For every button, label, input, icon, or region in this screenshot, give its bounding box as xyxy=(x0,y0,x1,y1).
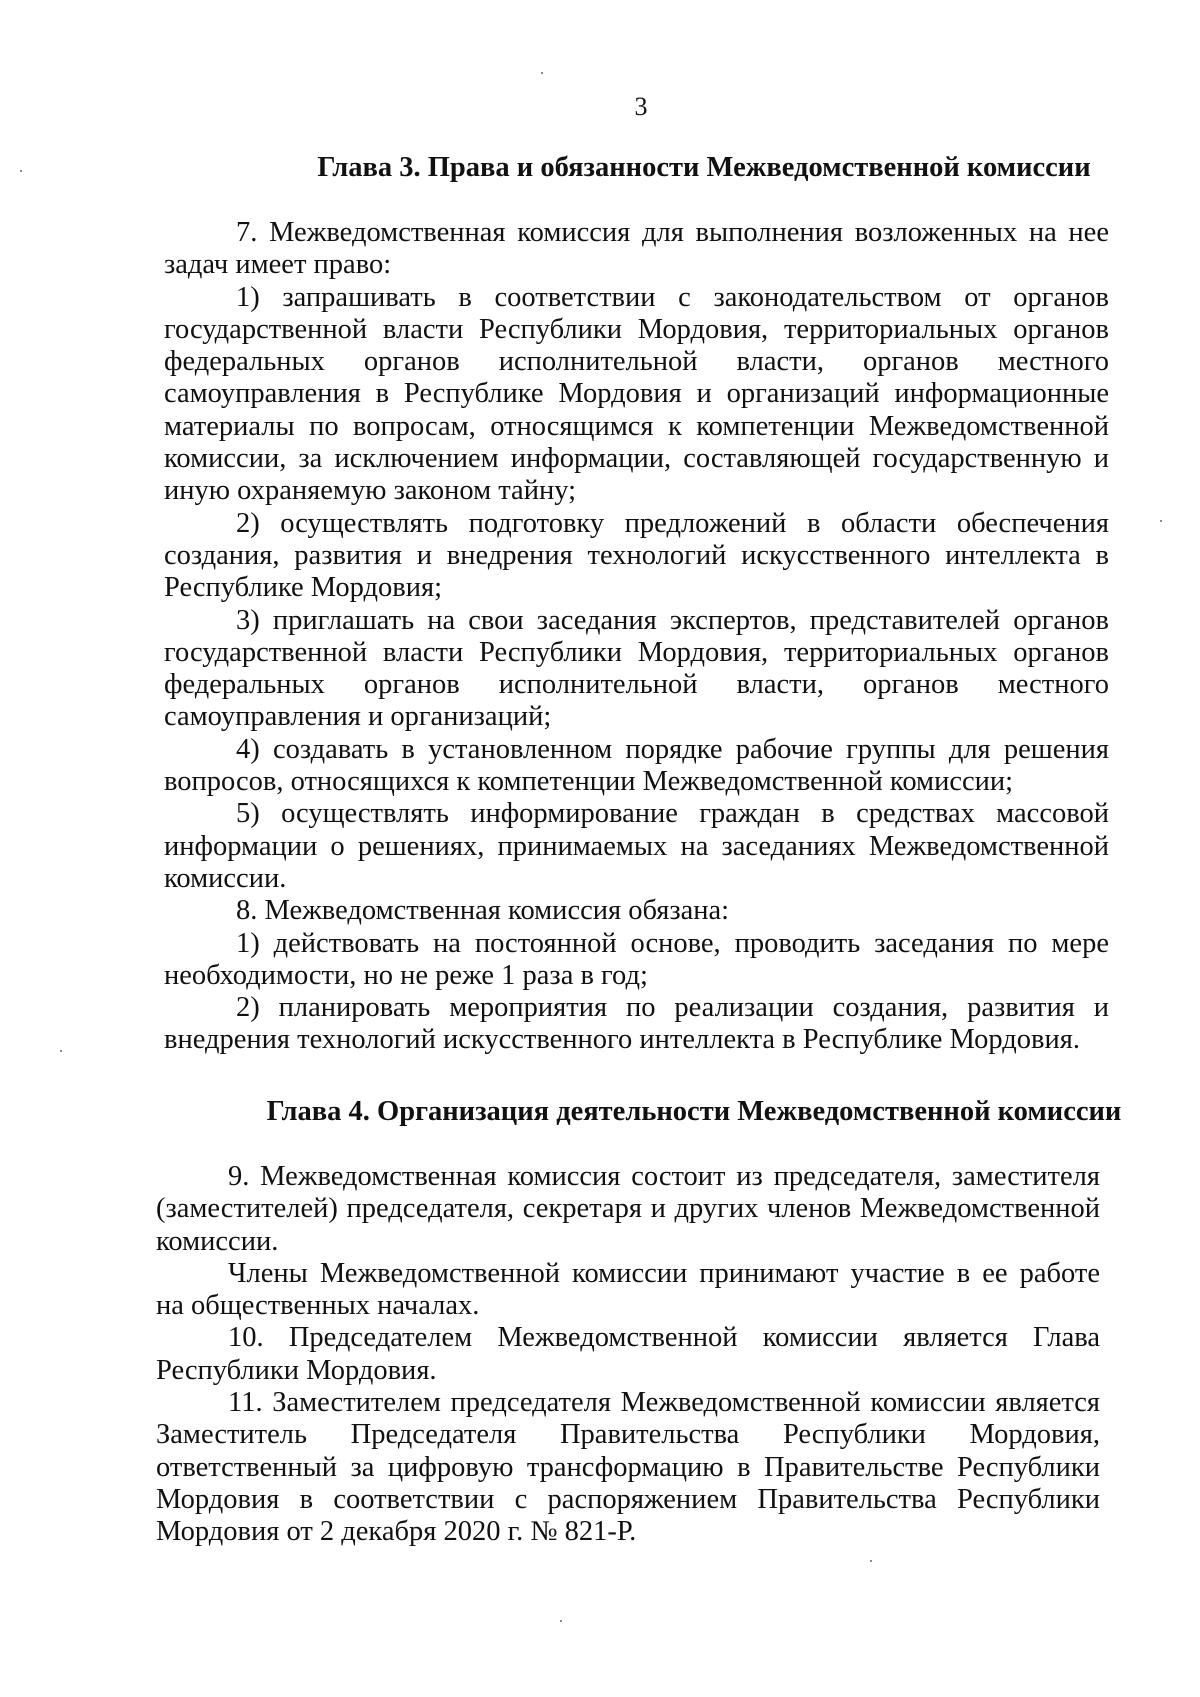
scan-speck xyxy=(560,1620,562,1622)
paragraph-7-item-1: 1) запрашивать в соответствии с законодательством от органов государственной власти Республики Мордовия, территориальных органов федеральных органов исполнительной власти, органов местного самоуправления в Республике Мордовия и организаций информационные материалы по вопросам, относящимся к компетенции Межведомственной комиссии, за исключением информации, составляющей государственную и иную охраняемую законом тайну; xyxy=(164,281,1109,507)
paragraph-7-item-3: 3) приглашать на свои заседания экспертов, представителей органов государственной власти Республики Мордовия, территориальных органов федеральных органов исполнительной власти, органов местного самоуправления и организаций; xyxy=(164,604,1109,733)
paragraph-10: 10. Председателем Межведомственной комиссии является Глава Республики Мордовия. xyxy=(156,1322,1100,1386)
scan-speck xyxy=(1160,520,1162,522)
scan-speck xyxy=(870,1560,872,1562)
paragraph-7: 7. Межведомственная комиссия для выполнения возложенных на нее задач имеет право: xyxy=(164,217,1109,281)
scan-speck xyxy=(60,1050,62,1052)
paragraph-9: 9. Межведомственная комиссия состоит из председателя, заместителя (заместителей) председателя, секретаря и других членов Межведомственной комиссии. xyxy=(156,1161,1100,1257)
chapter-4-body xyxy=(156,1161,1100,1549)
chapter-3-body xyxy=(164,217,1109,1057)
scan-speck xyxy=(20,170,22,172)
paragraph-11: 11. Заместителем председателя Межведомственной комиссии является Заместитель Председателя Правительства Республики Мордовия, ответственный за цифровую трансформацию в Правительстве Республики Мордовия в соответствии с распоряжением Правительства Республики Мордовия от 2 декабря 2020 г. № 821-Р. xyxy=(156,1387,1100,1548)
paragraph-7-item-4: 4) создавать в установленном порядке рабочие группы для решения вопросов, относящихся к компетенции Межведомственной комиссии; xyxy=(164,733,1109,798)
paragraph-8-item-1: 1) действовать на постоянной основе, проводить заседания по мере необходимости, но не реже 1 раза в год; xyxy=(164,927,1109,991)
paragraph-7-item-5: 5) осуществлять информирование граждан в средствах массовой информации о решениях, принимаемых на заседаниях Межведомственной комиссии. xyxy=(164,798,1109,894)
paragraph-8: 8. Межведомственная комиссия обязана: xyxy=(236,895,730,927)
paragraph-9-members: Члены Межведомственной комиссии принимают участие в ее работе на общественных началах. xyxy=(156,1257,1100,1322)
page-number: 3 xyxy=(634,92,648,121)
chapter-3-heading: Глава 3. Права и обязанности Межведомственной комиссии xyxy=(317,152,1091,183)
paragraph-7-item-2: 2) осуществлять подготовку предложений в области обеспечения создания, развития и внедрения технологий искусственного интеллекта в Республике Мордовия; xyxy=(164,507,1109,604)
scan-speck xyxy=(541,72,543,74)
chapter-4-heading: Глава 4. Организация деятельности Межведомственной комиссии xyxy=(266,1096,1122,1127)
paragraph-8-item-2: 2) планировать мероприятия по реализации создания, развития и внедрения технологий искусственного интеллекта в Республике Мордовия. xyxy=(164,992,1109,1056)
